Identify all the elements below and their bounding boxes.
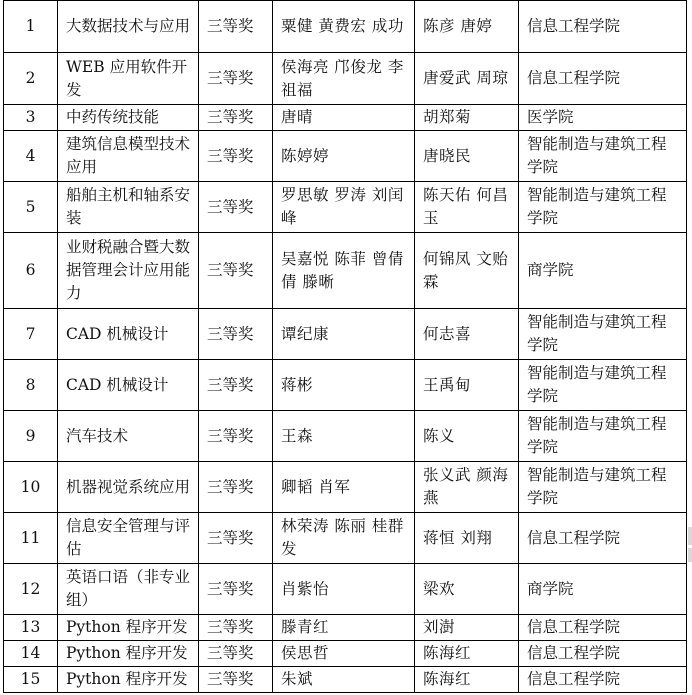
student-names: 王森 — [273, 411, 415, 462]
project-name: 汽车技术 — [58, 411, 199, 462]
teacher-names: 刘澍 — [415, 615, 519, 641]
project-name: Python 程序开发 — [58, 667, 199, 693]
student-names: 粟健 黄费宏 成功 — [273, 1, 415, 53]
award-level: 三等奖 — [199, 53, 273, 105]
college-name: 信息工程学院 — [519, 667, 687, 693]
college-name: 医学院 — [519, 105, 687, 131]
project-name: 业财税融合暨大数据管理会计应用能力 — [58, 233, 199, 309]
student-names: 谭纪康 — [273, 309, 415, 360]
student-names: 林荣涛 陈丽 桂群发 — [273, 513, 415, 564]
award-level: 三等奖 — [199, 1, 273, 53]
row-number: 5 — [4, 182, 58, 233]
student-names: 吴嘉悦 陈菲 曾倩倩 滕晰 — [273, 233, 415, 309]
award-level: 三等奖 — [199, 564, 273, 615]
project-name: Python 程序开发 — [58, 641, 199, 667]
award-level: 三等奖 — [199, 182, 273, 233]
award-level: 三等奖 — [199, 105, 273, 131]
project-name: CAD 机械设计 — [58, 360, 199, 411]
row-number: 8 — [4, 360, 58, 411]
teacher-names: 张义武 颜海燕 — [415, 462, 519, 513]
table-row — [4, 53, 687, 105]
college-name: 商学院 — [519, 233, 687, 309]
student-names: 卿韬 肖军 — [273, 462, 415, 513]
student-names: 侯思哲 — [273, 641, 415, 667]
table-row — [4, 513, 687, 564]
award-table-body — [4, 1, 687, 693]
award-level: 三等奖 — [199, 233, 273, 309]
row-number: 9 — [4, 411, 58, 462]
award-level: 三等奖 — [199, 641, 273, 667]
student-names: 朱斌 — [273, 667, 415, 693]
college-name: 信息工程学院 — [519, 641, 687, 667]
edge-marker — [688, 527, 692, 545]
table-row — [4, 615, 687, 641]
table-row — [4, 1, 687, 53]
row-number: 13 — [4, 615, 58, 641]
project-name: 信息安全管理与评估 — [58, 513, 199, 564]
project-name: Python 程序开发 — [58, 615, 199, 641]
project-name: CAD 机械设计 — [58, 309, 199, 360]
table-row — [4, 667, 687, 693]
row-number: 12 — [4, 564, 58, 615]
teacher-names: 唐爱武 周琼 — [415, 53, 519, 105]
student-names: 罗思敏 罗涛 刘闰峰 — [273, 182, 415, 233]
project-name: 机器视觉系统应用 — [58, 462, 199, 513]
student-names: 肖紫怡 — [273, 564, 415, 615]
table-row — [4, 233, 687, 309]
row-number: 2 — [4, 53, 58, 105]
student-names: 陈婷婷 — [273, 131, 415, 182]
table-row — [4, 182, 687, 233]
table-row — [4, 641, 687, 667]
row-number: 14 — [4, 641, 58, 667]
award-level: 三等奖 — [199, 131, 273, 182]
student-names: 滕青红 — [273, 615, 415, 641]
student-names: 唐晴 — [273, 105, 415, 131]
row-number: 1 — [4, 1, 58, 53]
student-names: 蒋彬 — [273, 360, 415, 411]
project-name: 建筑信息模型技术应用 — [58, 131, 199, 182]
project-name: 英语口语（非专业组） — [58, 564, 199, 615]
student-names: 侯海亮 邝俊龙 李祖福 — [273, 53, 415, 105]
award-level: 三等奖 — [199, 615, 273, 641]
college-name: 智能制造与建筑工程学院 — [519, 411, 687, 462]
award-level: 三等奖 — [199, 360, 273, 411]
teacher-names: 胡郑菊 — [415, 105, 519, 131]
college-name: 智能制造与建筑工程学院 — [519, 182, 687, 233]
row-number: 11 — [4, 513, 58, 564]
project-name: 船舶主机和轴系安装 — [58, 182, 199, 233]
award-level: 三等奖 — [199, 667, 273, 693]
teacher-names: 王禹甸 — [415, 360, 519, 411]
award-level: 三等奖 — [199, 411, 273, 462]
table-row — [4, 360, 687, 411]
college-name: 智能制造与建筑工程学院 — [519, 309, 687, 360]
teacher-names: 何锦凤 文贻霖 — [415, 233, 519, 309]
table-row — [4, 462, 687, 513]
college-name: 信息工程学院 — [519, 1, 687, 53]
college-name: 智能制造与建筑工程学院 — [519, 131, 687, 182]
table-row — [4, 564, 687, 615]
teacher-names: 陈海红 — [415, 667, 519, 693]
edge-marker — [688, 548, 692, 562]
college-name: 信息工程学院 — [519, 615, 687, 641]
row-number: 15 — [4, 667, 58, 693]
teacher-names: 唐晓民 — [415, 131, 519, 182]
teacher-names: 陈彦 唐婷 — [415, 1, 519, 53]
college-name: 信息工程学院 — [519, 513, 687, 564]
project-name: 大数据技术与应用 — [58, 1, 199, 53]
college-name: 智能制造与建筑工程学院 — [519, 462, 687, 513]
college-name: 信息工程学院 — [519, 53, 687, 105]
teacher-names: 蒋恒 刘翔 — [415, 513, 519, 564]
teacher-names: 梁欢 — [415, 564, 519, 615]
row-number: 4 — [4, 131, 58, 182]
table-row — [4, 309, 687, 360]
row-number: 10 — [4, 462, 58, 513]
award-level: 三等奖 — [199, 309, 273, 360]
award-table — [3, 0, 687, 693]
teacher-names: 陈海红 — [415, 641, 519, 667]
teacher-names: 陈天佑 何昌玉 — [415, 182, 519, 233]
award-level: 三等奖 — [199, 513, 273, 564]
teacher-names: 陈义 — [415, 411, 519, 462]
row-number: 6 — [4, 233, 58, 309]
college-name: 智能制造与建筑工程学院 — [519, 360, 687, 411]
table-row — [4, 105, 687, 131]
table-row — [4, 131, 687, 182]
project-name: WEB 应用软件开发 — [58, 53, 199, 105]
college-name: 商学院 — [519, 564, 687, 615]
row-number: 3 — [4, 105, 58, 131]
table-row — [4, 411, 687, 462]
teacher-names: 何志喜 — [415, 309, 519, 360]
row-number: 7 — [4, 309, 58, 360]
award-level: 三等奖 — [199, 462, 273, 513]
project-name: 中药传统技能 — [58, 105, 199, 131]
